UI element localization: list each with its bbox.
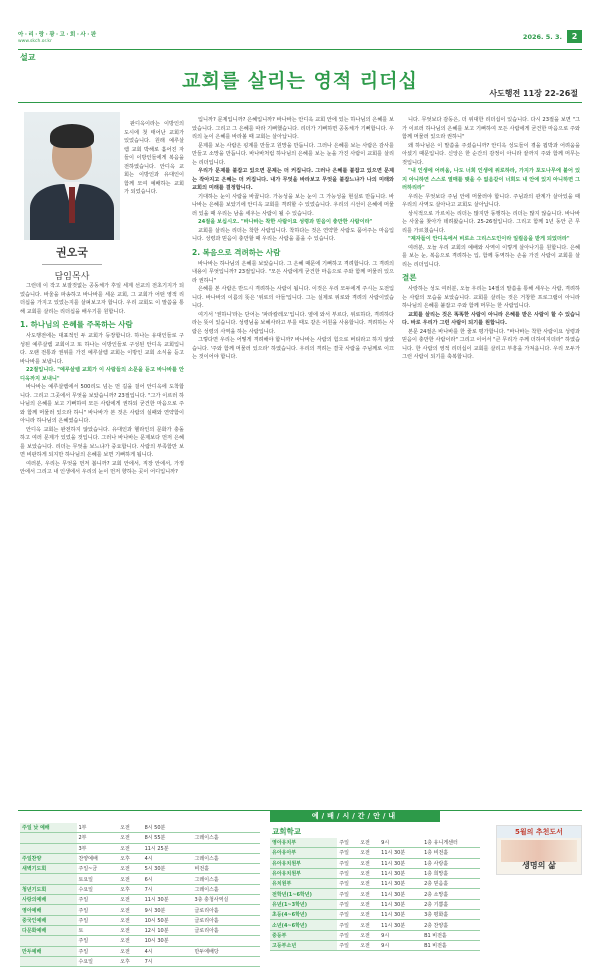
- title-rule: [18, 102, 582, 103]
- education-cell: 오전: [358, 848, 379, 858]
- page-number: 2: [567, 30, 582, 43]
- worship-group: 주일찬양: [20, 853, 77, 863]
- column-3: [402, 116, 580, 808]
- worship-cell: 수요일: [77, 956, 119, 966]
- worship-cell: 12시 10분: [143, 925, 193, 935]
- education-cell: 11시 30분: [379, 910, 422, 920]
- education-cell: 11시 30분: [379, 899, 422, 909]
- worship-group: [20, 936, 77, 946]
- paragraph: 안디옥 교회는 완전하지 않았습니다. 유대인과 헬라인의 문화가 충돌하고 여러 문제가 있었을 것입니다. 그러나 바나바는 문제보다 먼저 은혜를 보았습니다. 리더는 무엇을 보느냐가 중요합니다. 사람의 부족함만 보면 비판하게 되지만 하나님의 은혜를 보면 기뻐하게 됩니다.: [20, 426, 184, 458]
- education-cell: B1 비전홀: [422, 930, 480, 940]
- worship-cell: 오전: [118, 833, 142, 843]
- worship-row: [20, 833, 260, 843]
- worship-cell: 7시: [143, 884, 193, 894]
- education-cell: 주일: [337, 848, 358, 858]
- education-cell: 11시 30분: [379, 889, 422, 899]
- education-cell: 오전: [358, 899, 379, 909]
- worship-cell: 수요일: [77, 884, 119, 894]
- worship-row: [20, 823, 260, 833]
- education-cell: 주일: [337, 868, 358, 878]
- education-title: 교회학교: [272, 827, 301, 836]
- book-title: 생명의 삶: [522, 861, 556, 870]
- page-header: [18, 30, 582, 48]
- education-cell: 2층 소망홀: [422, 889, 480, 899]
- worship-row: [20, 864, 260, 874]
- worship-cell: 글로리아홀: [193, 925, 260, 935]
- subheading-1: 1. 하나님의 은혜를 주목하는 사람: [20, 320, 133, 329]
- worship-cell: 오후: [118, 853, 142, 863]
- education-cell: 3층 평화홀: [422, 910, 480, 920]
- worship-cell: [193, 823, 260, 833]
- worship-cell: 3층 충청사역실: [193, 895, 260, 905]
- education-cell: 2층 찬양홀: [422, 920, 480, 930]
- education-group: 영아유치부: [270, 838, 337, 848]
- worship-cell: 오전: [118, 936, 142, 946]
- worship-group: 영아예배: [20, 905, 77, 915]
- worship-cell: 오후: [118, 956, 142, 966]
- education-group: 유아유아부: [270, 848, 337, 858]
- worship-group: 새벽기도회: [20, 864, 77, 874]
- education-cell: 오전: [358, 920, 379, 930]
- paragraph: 니다. 무엇보다 감동은, 더 위대한 리더십이 있습니다. 다시 23절을 보면 "그가 이르러 하나님의 은혜를 보고 기뻐하여 모든 사람에게 굳건한 마음으로 주와 함께 머물러 있으라 권하니": [402, 117, 580, 140]
- education-group: 유년(1~3학년): [270, 899, 337, 909]
- book-cover-image: [501, 840, 577, 862]
- worship-group: [20, 874, 77, 884]
- worship-row: [20, 884, 260, 894]
- education-cell: 11시 30분: [379, 868, 422, 878]
- header-rule: [18, 49, 582, 50]
- education-cell: 오전: [358, 889, 379, 899]
- worship-cell: 오전: [118, 925, 142, 935]
- worship-cell: 글로리아홀: [193, 915, 260, 925]
- worship-cell: 5시 30분: [143, 864, 193, 874]
- education-cell: 2층 믿음홀: [422, 879, 480, 889]
- worship-cell: 9시 30분: [143, 905, 193, 915]
- worship-group: 사랑의예배: [20, 895, 77, 905]
- paragraph: 은혜를 본 사람은 반드시 격려하는 사람이 됩니다. 이것은 우리 모두에게 주시는 도전입니다. 바나바의 이름의 뜻은 '위로의 아들'입니다. 그는 실제로 위로와 격려의 사람이었습니다.: [192, 286, 394, 309]
- education-row: [270, 930, 480, 940]
- education-cell: 1층 희망홀: [422, 868, 480, 878]
- education-row: [270, 868, 480, 878]
- sermon-title: 교회를 살리는 영적 리더십: [182, 70, 418, 92]
- education-row: [270, 838, 480, 848]
- worship-cell: 토요일: [77, 874, 119, 884]
- paragraph: 여러분, 우리는 무엇을 먼저 봅니까? 교회 안에서, 직장 안에서, 가정 안에서 그리고 내 인생에서 우리의 눈이 먼저 향하는 곳이 어디입니까?: [20, 460, 184, 475]
- education-cell: 9시: [379, 838, 422, 848]
- worship-row: [20, 895, 260, 905]
- education-cell: 주일: [337, 879, 358, 889]
- worship-cell: 8시 55분: [143, 833, 193, 843]
- education-cell: 11시 30분: [379, 858, 422, 868]
- education-cell: 11시 30분: [379, 920, 422, 930]
- worship-group: [20, 956, 77, 966]
- paragraph: 기대하는 눈이 사람을 바꿉니다. 가능성을 보는 눈이 그 가능성을 현실로 만듭니다. 바나바는 은혜를 보았기에 안디옥 교회를 격려할 수 있었습니다. 우리의 시선이 은혜에 머물러 있을 때 우리는 남을 세우는 사람이 될 수 있습니다.: [192, 193, 394, 217]
- worship-group: [20, 833, 77, 843]
- education-cell: 오전: [358, 940, 379, 950]
- paragraph: 여기서 '권하니'라는 단어는 '파라칼레오'입니다. 옆에 와서 부르다, 위로하다, 격려하다라는 뜻이 있습니다. 성령님을 보혜사라고 부를 때도 같은 어원을 사용합니다. 격려하는 사람은 성령의 사역을 하는 사람입니다.: [192, 311, 394, 335]
- recommended-book[interactable]: [496, 825, 582, 875]
- paragraph: 그렇다면 우리는 어떻게 격려해야 합니까? 바나바는 사람의 힘으로 버티라고 하지 않았습니다. '주와 함께 머물러 있으라' 하였습니다. 우리의 격려는 결국 사람을 주님께로 이끄는 것이어야 합니다.: [192, 337, 394, 360]
- pastor-name: 권오국: [56, 246, 88, 259]
- education-cell: 오전: [358, 910, 379, 920]
- paragraph: 문제를 보는 사람은 핑계를 만들고 원망을 만듭니다. 그러나 은혜를 보는 사람은 감사를 만들고 소망을 만듭니다. 바나바처럼 하나님의 은혜를 보는 눈을 가진 사람이 교회를 살리는 리더입니다.: [192, 142, 394, 166]
- education-cell: 오전: [358, 879, 379, 889]
- paragraph: 여러분, 오늘 우리 교회의 예배와 사역이 이렇게 살아나기를 원합니다. 은혜를 보는 눈, 복음으로 격려하는 입, 함께 동역하는 손을 가진 사람이 교회를 살리는 리더입니다.: [402, 244, 580, 268]
- issue-date: 2026. 5. 3.: [522, 33, 562, 41]
- paragraph: 입니까? 문제입니까? 은혜입니까? 바나바는 안디옥 교회 안에 있는 하나님의 은혜를 보았습니다. 그리고 그 은혜를 따라 기뻐했습니다. 리더가 기뻐하면 공동체가 기뻐합니다. 우리의 눈이 은혜를 바라볼 때 교회는 살아납니다.: [192, 117, 394, 140]
- worship-cell: 오전: [118, 915, 142, 925]
- paragraph: 상식적으로 가르치는 리더는 많지만 동행하는 리더는 많지 않습니다. 바나바는 사울을 찾아가 데려왔습니다. 25-26절입니다. 그리고 함께 1년 동안 큰 무리를 가르쳤습니다.: [402, 210, 580, 234]
- worship-cell: 4시: [143, 946, 193, 956]
- worship-cell: [193, 936, 260, 946]
- paragraph: 바나바는 예루살렘에서 500리도 넘는 먼 길을 걸어 안디옥에 도착합니다. 그리고 그곳에서 무엇을 보았습니까? 23절입니다. "그가 이르러 하나님의 은혜를 보고 기뻐하여 모든 사람에게 권하되 굳건한 마음으로 주와 함께 머물러 있으라 하니" 바나바가 본 것은 사람의 실패와 연약함이 아니라 하나님의 은혜였습니다.: [20, 384, 184, 424]
- education-group: 유치원부: [270, 879, 337, 889]
- education-cell: 9시: [379, 940, 422, 950]
- worship-cell: 4시: [143, 853, 193, 863]
- worship-cell: 그레이스홀: [193, 853, 260, 863]
- education-group: 중등부: [270, 930, 337, 940]
- paragraph: 그런데 이 작고 보잘것없는 공동체가 후일 세계 선교의 전초기지가 되었습니다. 바울을 파송하고 바나바를 세운 교회, 그 교회가 어떤 영적 리더십을 가지고 있었는지를 살펴보고자 합니다. 우리 교회도 이 말씀을 통해 교회를 살리는 리더십을 배우기를 원합니다.: [20, 283, 184, 315]
- worship-cell: 11시 25분: [143, 843, 193, 853]
- education-row: [270, 910, 480, 920]
- education-row: [270, 920, 480, 930]
- paragraph: 사도행전에는 대표적인 두 교회가 등장합니다. 하나는 유대인들로 구성된 예루살렘 교회이고 또 하나는 이방인들로 구성된 안디옥 교회입니다. 오랜 전통과 권위를 가진 예루살렘 교회는 이방인 교회 소식을 듣고 바나바를 보냅니다.: [20, 333, 184, 365]
- education-row: [270, 940, 480, 950]
- worship-row: [20, 925, 260, 935]
- education-cell: 11시 30분: [379, 848, 422, 858]
- schedule-banner: 예/배/시/간/안/내: [270, 810, 440, 822]
- worship-schedule-table: [20, 823, 260, 967]
- worship-cell: 오전: [118, 864, 142, 874]
- education-cell: 오전: [358, 858, 379, 868]
- photo-tie: [69, 187, 75, 223]
- newsletter-brand: 아·리·랑·광·고·회·사·판: [18, 32, 98, 38]
- education-cell: 주일: [337, 838, 358, 848]
- worship-group: 다문화예배: [20, 925, 77, 935]
- worship-cell: 오전: [118, 946, 142, 956]
- education-schedule-table: [270, 838, 480, 951]
- worship-row: [20, 936, 260, 946]
- worship-row: [20, 905, 260, 915]
- education-row: [270, 879, 480, 889]
- education-cell: 2층 기쁨홀: [422, 899, 480, 909]
- worship-cell: 6시: [143, 874, 193, 884]
- worship-cell: 7시: [143, 956, 193, 966]
- paragraph: 사랑하는 성도 여러분, 오늘 우리는 14절의 말씀을 통해 세우는 사람, 격려하는 사람의 모습을 보았습니다. 교회를 살리는 것은 거창한 프로그램이 아니라 하나님의 은혜를 붙잡고 주와 함께 머무는 한 사람입니다.: [402, 286, 580, 309]
- worship-cell: 글로리아홀: [193, 905, 260, 915]
- worship-cell: 8시 50분: [143, 823, 193, 833]
- education-cell: 오전: [358, 868, 379, 878]
- education-group: 초등(4~6학년): [270, 910, 337, 920]
- education-row: [270, 899, 480, 909]
- worship-cell: 오전: [118, 874, 142, 884]
- education-cell: 주일: [337, 910, 358, 920]
- intro-paragraph: 판디옥이라는 이방인의 도시에 첫 태어난 교회가 있었습니다. 원래 예루살렘 교회 박해로 흩어진 자들이 이방인들에게 복음을 전하였습니다. 안디옥 교회는 이방인과 유대인이 함께 모여 예배하는 교회가 되었습니다.: [124, 121, 184, 195]
- paragraph: 교회를 살리는 리더는 착한 사람입니다. 착하다는 것은 연약한 사람도 품어주는 마음입니다. 성령과 믿음이 충만할 때 우리는 사람을 품을 수 있습니다.: [192, 227, 394, 242]
- education-cell: 주일: [337, 930, 358, 940]
- section-label: 설교: [20, 53, 36, 62]
- worship-cell: 11시 30분: [143, 895, 193, 905]
- worship-cell: 주일: [77, 915, 119, 925]
- pastor-photo: [24, 112, 120, 240]
- worship-cell: 그레이스홀: [193, 874, 260, 884]
- worship-row: [20, 874, 260, 884]
- worship-cell: 오후: [118, 884, 142, 894]
- highlight-quote: 22절입니다. "예루살렘 교회가 이 사람들의 소문을 듣고 바나바를 안디옥까지 보내니": [20, 367, 184, 382]
- worship-cell: 그레이스홀: [193, 884, 260, 894]
- worship-cell: 오전: [118, 843, 142, 853]
- education-cell: 주일: [337, 940, 358, 950]
- column-1: [20, 282, 184, 808]
- worship-row: [20, 956, 260, 966]
- education-group: 전학년(1~6학년): [270, 889, 337, 899]
- highlight-quote: 24절을 보십시오. "바나바는 착한 사람이요 성령과 믿음이 충만한 사람이라": [198, 219, 373, 225]
- education-group: 유아유치원부: [270, 858, 337, 868]
- education-row: [270, 858, 480, 868]
- education-cell: 9시: [379, 930, 422, 940]
- website-url[interactable]: www.skch.or.kr: [18, 39, 52, 44]
- paragraph: 본문 24절은 바나바를 한 줄로 평가합니다. "바나바는 착한 사람이요 성령과 믿음이 충만한 사람이라" 그리고 이어서 "큰 무리가 주께 더하여지더라" 하였습니다. 한 사람의 영적 리더십이 교회를 살리고 부흥을 가져옵니다. 우리 모두가 그런 사람이 되기를 축복합니다.: [402, 328, 580, 360]
- worship-cell: 주일: [77, 895, 119, 905]
- worship-cell: 주일: [77, 936, 119, 946]
- paragraph: 우리는 무엇보다 주님 안에 머물러야 합니다. 주님과의 관계가 살아있을 때 우리의 사역도 살아나고 교회도 살아납니다.: [402, 193, 580, 208]
- photo-hair: [50, 124, 94, 148]
- worship-group: 주일 낮 예배: [20, 823, 77, 833]
- worship-cell: [193, 956, 260, 966]
- book-month-label: 5월의 추천도서: [497, 826, 581, 838]
- education-cell: 주일: [337, 889, 358, 899]
- paragraph: 바나바는 하나님의 은혜를 보았습니다. 그 은혜 때문에 기뻐하고 격려합니다. 그 격려의 내용이 무엇입니까? 23절입니다. "모든 사람에게 굳건한 마음으로 주와 함께 머물러 있으라 권하니": [192, 260, 394, 284]
- education-cell: 1층 비전홀: [422, 848, 480, 858]
- worship-cell: 10시 50분: [143, 915, 193, 925]
- worship-cell: 주일: [77, 905, 119, 915]
- education-group: 소년(4~6학년): [270, 920, 337, 930]
- worship-cell: [193, 843, 260, 853]
- highlight-quote: "내 인생에 어려움, 나도 너희 인생에 위로하라, 가지가 포도나무에 붙어 있지 아니하면 스스로 열매를 맺을 수 없음같이 너희도 내 안에 있지 아니하면 그러하리라": [402, 168, 580, 191]
- pastor-caption: [24, 244, 120, 282]
- education-cell: 오전: [358, 930, 379, 940]
- worship-group: 중국인예배: [20, 915, 77, 925]
- education-cell: 1층 사랑홀: [422, 858, 480, 868]
- highlight-quote: "제자들이 안디옥에서 비로소 그리스도인이라 일컬음을 받게 되었더라": [408, 236, 570, 242]
- worship-cell: 1부: [77, 823, 119, 833]
- education-cell: 주일: [337, 920, 358, 930]
- education-cell: 오전: [358, 838, 379, 848]
- emphasis-paragraph: 우리가 문제를 붙잡고 있으면 문제는 더 커집니다. 그러나 은혜를 붙잡고 있으면 문제는 작아지고 은혜는 더 커집니다. 내가 무엇을 바라보고 무엇을 붙잡느냐가 나의 미래와 교회의 미래를 결정합니다.: [192, 168, 394, 191]
- worship-cell: 만두에배당: [193, 946, 260, 956]
- worship-cell: 그레이스홀: [193, 833, 260, 843]
- education-row: [270, 889, 480, 899]
- paragraph: 왜 하나님은 이 말씀을 주셨습니까? 안디옥 성도들이 겪을 핍박과 어려움을 아셨기 때문입니다. 신앙은 한 순간의 감정이 아니라 끝까지 주와 함께 머무는 것입니다.: [402, 142, 580, 166]
- worship-cell: 오전: [118, 905, 142, 915]
- worship-group: 만두예배: [20, 946, 77, 956]
- education-cell: B1 비전홀: [422, 940, 480, 950]
- education-group: 유아유치원부: [270, 868, 337, 878]
- education-row: [270, 848, 480, 858]
- education-cell: 1층 유니게센터: [422, 838, 480, 848]
- worship-cell: 주일~금: [77, 864, 119, 874]
- worship-cell: 오전: [118, 823, 142, 833]
- column-2: [192, 116, 394, 808]
- worship-row: [20, 843, 260, 853]
- pastor-role: 담임목사: [54, 272, 90, 282]
- education-group: 고등부소년: [270, 940, 337, 950]
- worship-cell: 10시 30분: [143, 936, 193, 946]
- worship-row: [20, 915, 260, 925]
- worship-cell: 토: [77, 925, 119, 935]
- worship-row: [20, 853, 260, 863]
- worship-cell: 주일: [77, 946, 119, 956]
- emphasis-paragraph: 교회를 살리는 것은 똑똑한 사람이 아니라 은혜를 받은 사람이 할 수 있습니다. 바로 우리가 그런 사람이 되기를 원합니다.: [402, 311, 580, 326]
- worship-cell: 3부: [77, 843, 119, 853]
- worship-cell: 오전: [118, 895, 142, 905]
- conclusion-heading: 결론: [402, 273, 417, 282]
- worship-cell: 2부: [77, 833, 119, 843]
- worship-cell: 찬양예배: [77, 853, 119, 863]
- sermon-verse: 사도행전 11장 22-26절: [489, 89, 578, 98]
- worship-cell: 비전홀: [193, 864, 260, 874]
- education-cell: 주일: [337, 858, 358, 868]
- worship-row: [20, 946, 260, 956]
- worship-group: [20, 843, 77, 853]
- worship-group: 청년기도회: [20, 884, 77, 894]
- name-divider: [42, 264, 102, 265]
- education-cell: 주일: [337, 899, 358, 909]
- subheading-2: 2. 복음으로 격려하는 사람: [192, 247, 281, 257]
- education-cell: 11시 30분: [379, 879, 422, 889]
